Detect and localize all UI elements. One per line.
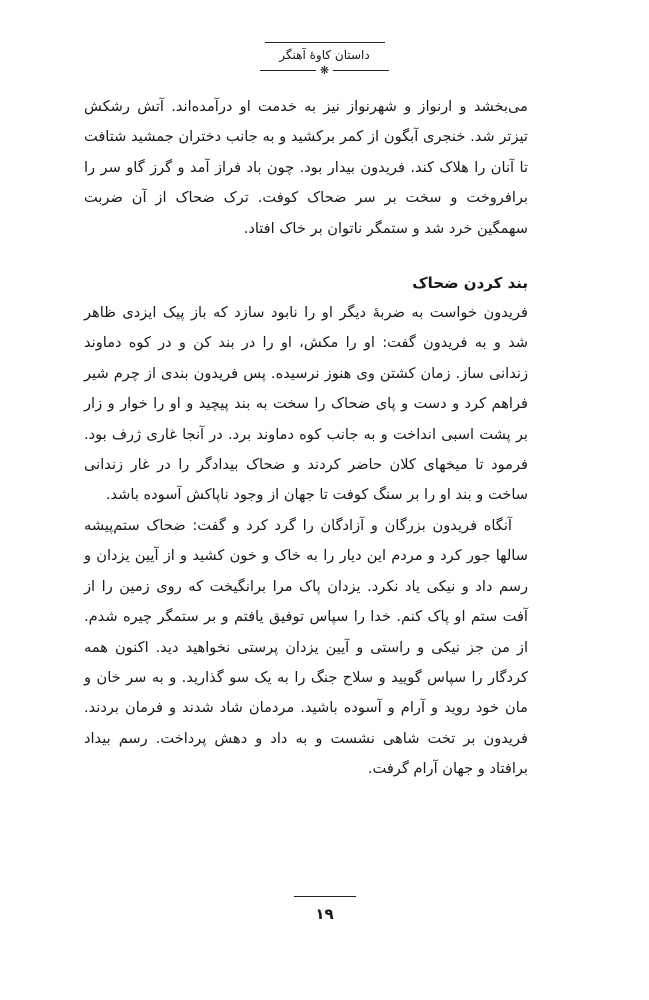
header-ornament-row (0, 65, 649, 76)
section-heading: بند کردن ضحاک (412, 274, 528, 293)
page-footer (0, 896, 649, 925)
running-header (0, 42, 649, 76)
footer-rule (294, 896, 356, 897)
paragraph-3: آنگاه فریدون بزرگان و آزادگان را گرد کرد و گفت: ضحاک ستم‌پیشه سالها جور کرد و مردم این دیار را به خاک و خون کشید و از آیین یزدان و رسم داد و نیکی یاد نکرد. یزدان پاک مرا برانگیخت که روی زمین را از آفت ستم او پاک کنم. خدا را سپاس توفیق یافتم و بر ستمگر چیره شدم. از من جز نیکی و راستی و آیین یزدان پرستی نخواهید دید. اکنون همه کردگار را سپاس گویید و سلاح جنگ را به یک سو گذارید. و به سر خان و مان خود روید و آرام و آسوده باشید. مردمان شاد شدند و فرمان بردند. فریدون بر تخت شاهی نشست و به داد و دهش پرداخت. رسم بیداد برافتاد و جهان آرام گرفت. (84, 516, 528, 778)
header-rule-left (260, 70, 316, 71)
page-number: ۱۹ (315, 905, 334, 923)
header-top-rule (265, 42, 385, 43)
running-title: داستان کاوهٔ آهنگر (279, 48, 370, 62)
paragraph-1: می‌بخشد و ارنواز و شهرنواز نیز به خدمت او درآمده‌اند. آتش رشکش تیزتر شد. خنجری آبگون از کمر برکشید و به جانب دختران جمشید شتافت تا آنان را هلاک کند. فریدون بیدار بود. چون باد فراز آمد و گرز گاو سر را برافروخت و سخت بر سر ضحاک کوفت. ترک ضحاک از آن ضربت سهمگین خرد شد و ستمگر ناتوان بر خاک افتاد. (84, 98, 528, 237)
header-rule-right (333, 70, 389, 71)
paragraph-2: فریدون خواست به ضربهٔ دیگر او را نابود سازد که باز پیک ایزدی ظاهر شد و به فریدون گفت: او را مکش، او را در بند کن و در کوه دماوند زندانی ساز. زمان کشتن وی هنوز نرسیده. پس فریدون بندی از چرم شیر فراهم کرد و دست و پای ضحاک را سخت به بند پیچید و او را خوار و زار بر پشت اسبی انداخت و به جانب کوه دماوند برد. در آنجا غاری ژرف بود. فرمود تا میخهای کلان حاضر کردند و ضحاک بیدادگر را در غار زندانی ساخت و بند او را بر سنگ کوفت تا جهان از وجود ناپاکش آسوده باشد. (84, 304, 528, 504)
page-content (84, 92, 528, 785)
ornament-icon: ❋ (319, 64, 330, 77)
